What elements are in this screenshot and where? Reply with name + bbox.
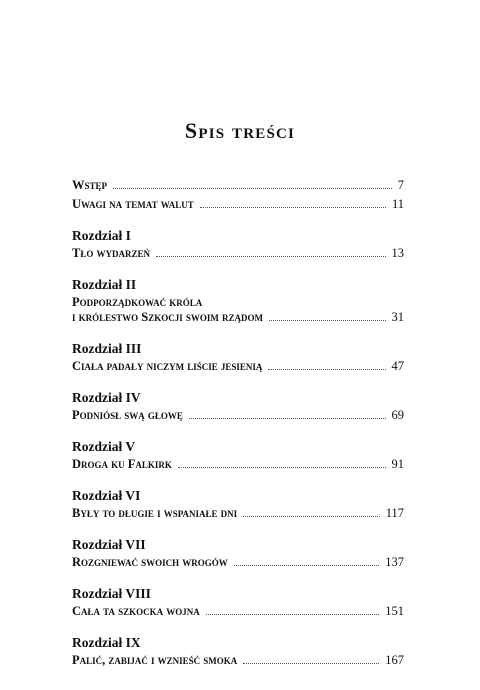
chapter-heading: Rozdział VIII <box>72 586 151 601</box>
toc-chapter-7[interactable] <box>72 537 404 570</box>
toc-entry <box>72 457 404 472</box>
chapter-title: Palić, zabijać i wznieść smoka <box>72 653 238 667</box>
toc-chapter-4[interactable] <box>72 390 404 423</box>
chapter-title: i królestwo Szkocji swoim rządom <box>72 310 263 324</box>
toc-page-number: 47 <box>391 359 404 373</box>
toc-chapter-8[interactable] <box>72 586 404 619</box>
toc-entry-currency[interactable] <box>72 197 404 212</box>
toc-chapter-5[interactable] <box>72 439 404 472</box>
chapter-title: Ciała padały niczym liście jesienią <box>72 359 263 373</box>
toc-entry <box>72 310 404 325</box>
toc-entry <box>72 555 404 570</box>
toc-entry-intro[interactable] <box>72 178 404 193</box>
dot-leader <box>243 516 380 517</box>
chapter-heading: Rozdział III <box>72 341 142 356</box>
toc-chapter-1[interactable] <box>72 228 404 261</box>
chapter-heading: Rozdział V <box>72 439 136 454</box>
toc-page-number: 91 <box>391 457 404 471</box>
toc-chapter-2[interactable] <box>72 277 404 325</box>
toc-page-number: 31 <box>391 310 404 324</box>
toc-chapter-6[interactable] <box>72 488 404 521</box>
chapter-title: Cała ta szkocka wojna <box>72 604 200 618</box>
dot-leader <box>200 207 386 208</box>
table-of-contents <box>72 178 404 668</box>
dot-leader <box>206 614 380 615</box>
dot-leader <box>269 320 386 321</box>
dot-leader <box>113 188 392 189</box>
toc-entry-label: Uwagi na temat walut <box>72 197 194 211</box>
dot-leader <box>189 418 386 419</box>
toc-entry <box>72 359 404 374</box>
chapter-title: Tło wydarzeń <box>72 246 150 260</box>
chapter-title: Podniósł swą głowę <box>72 408 183 422</box>
dot-leader <box>268 369 385 370</box>
chapter-title: Droga ku Falkirk <box>72 457 172 471</box>
dot-leader <box>178 467 386 468</box>
toc-entry <box>72 246 404 261</box>
chapter-title: Rozgniewać swoich wrogów <box>72 555 228 569</box>
page-title: Spis treści <box>184 118 296 143</box>
chapter-heading: Rozdział II <box>72 277 137 292</box>
toc-chapter-3[interactable] <box>72 341 404 374</box>
chapter-title: Były to długie i wspaniałe dni <box>72 506 238 520</box>
toc-page-number: 151 <box>385 604 404 618</box>
toc-entry <box>72 604 404 619</box>
chapter-title-line1: Podporządkować króla <box>72 295 203 309</box>
toc-entry <box>72 653 404 668</box>
dot-leader <box>243 663 379 664</box>
toc-chapter-9[interactable] <box>72 635 404 668</box>
chapter-heading: Rozdział IX <box>72 635 141 650</box>
toc-entry <box>72 408 404 423</box>
toc-page-number: 137 <box>385 555 404 569</box>
toc-page-number: 7 <box>397 178 404 192</box>
toc-page-number: 117 <box>385 506 404 520</box>
chapter-heading: Rozdział VII <box>72 537 146 552</box>
dot-leader <box>234 565 379 566</box>
chapter-heading: Rozdział IV <box>72 390 141 405</box>
chapter-heading: Rozdział VI <box>72 488 141 503</box>
toc-page-number: 167 <box>385 653 404 667</box>
toc-page-number: 69 <box>391 408 404 422</box>
toc-entry-label: Wstęp <box>72 178 108 192</box>
toc-page-number: 11 <box>391 197 404 211</box>
toc-page-number: 13 <box>391 246 404 260</box>
dot-leader <box>156 256 386 257</box>
chapter-heading: Rozdział I <box>72 228 131 243</box>
toc-entry <box>72 506 404 521</box>
